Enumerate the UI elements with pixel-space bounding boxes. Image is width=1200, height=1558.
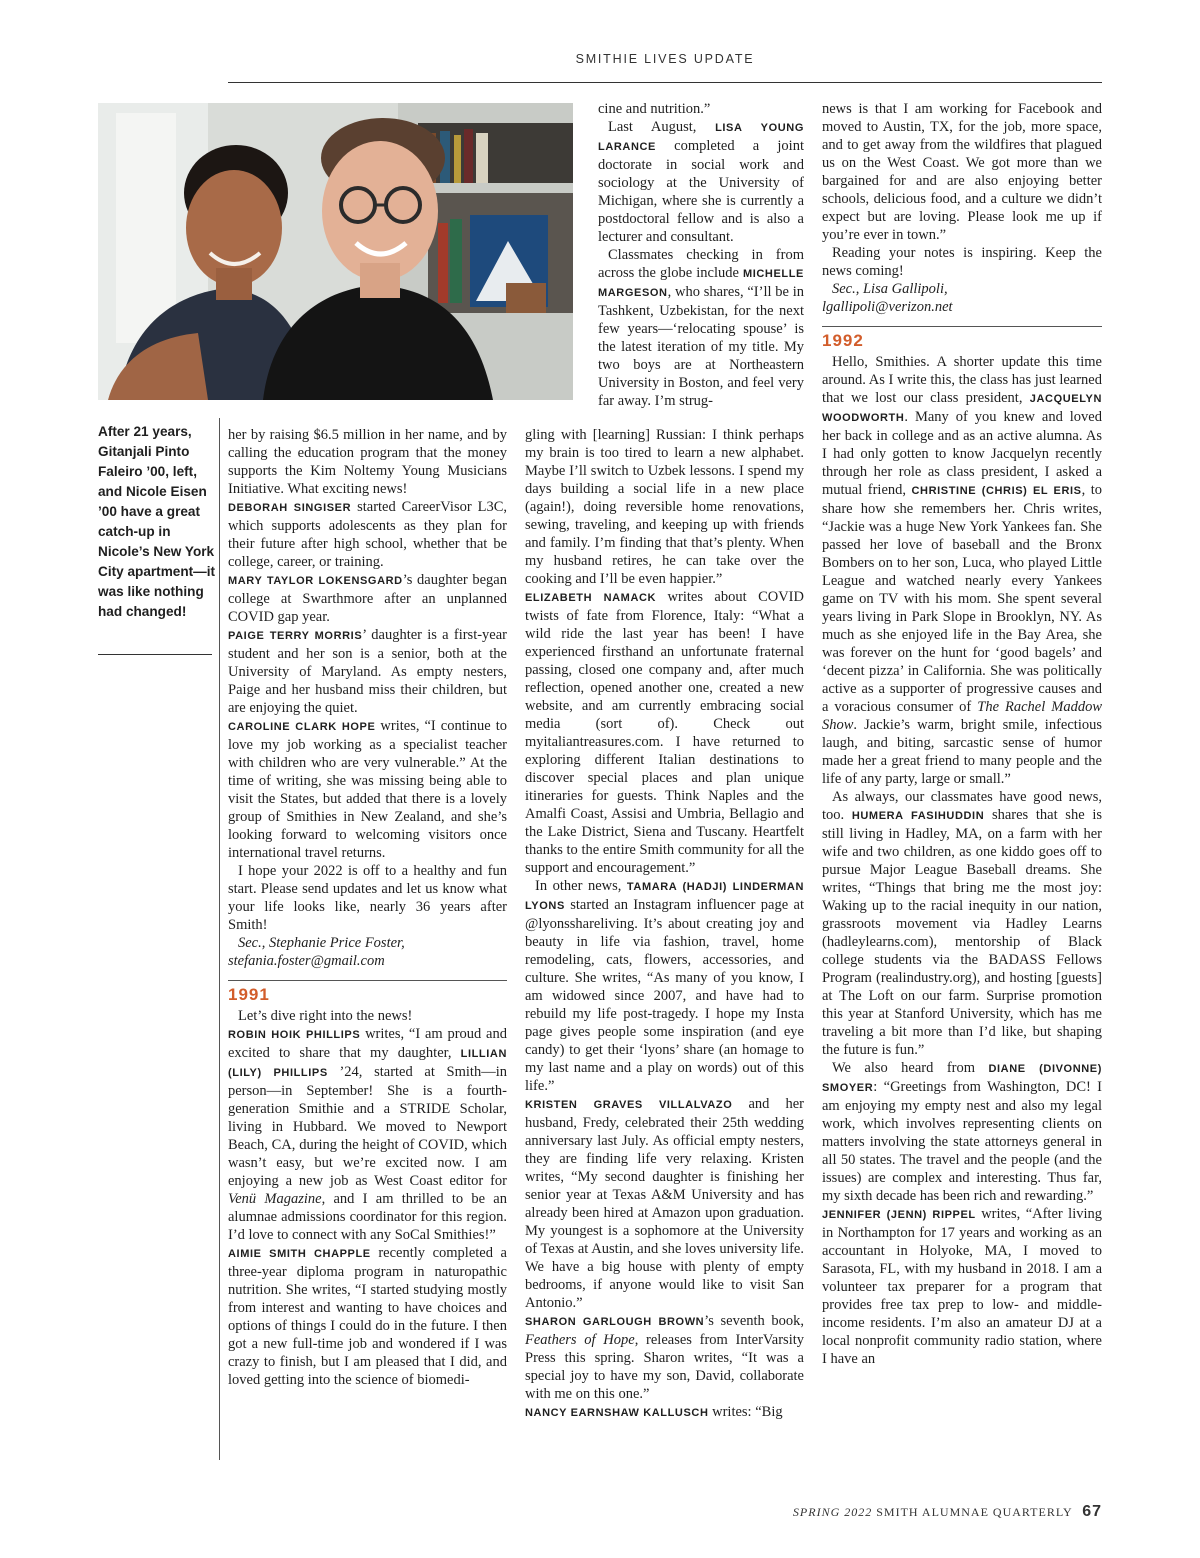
- paragraph: gling with [learning] Russian: I think perhaps my brain is too tired to learn a new alphabet. Maybe I’ll switch to Uzbek lessons. I spend my days building a social life in a new place (again!), doing reversible home renovations, sewing, traveling, and keeping up with friends and family. I’m finding that that’s plenty. When my husband retires, he can take over the cooking and I’ll be even happier.”: [525, 427, 804, 587]
- paragraph: cine and nutrition.”: [598, 101, 711, 117]
- paragraph: As always, our classmates have good news, too. HUMERA FASIHUDDIN shares that she is still living in Hadley, MA, on a farm with her wife and two children, as one kiddo goes off to pursue Major League Baseball dreams. She writes, “Things that bring me the most joy: Waking up to the racial inequity in our nation, grassroots movement via Hadley Learns (hadleylearns.com), mentorship of Black college students via the BADASS Fellows Program (realindustry.org), and hosting [guests] at The Loft on our farm. Surprise promotion this year at Stanford University, which has me traveling a bit more than I’d like, but shaping the future is fun.”: [822, 789, 1102, 1058]
- paragraph: In other news, TAMARA (HADJI) LINDERMAN LYONS started an Instagram influencer page at @lyonsshareliving. It’s about creating joy and beauty in life via fashion, travel, home remodeling, cats, flowers, accessories, and culture. She writes, “As many of you know, I am widowed since 2007, and have had to rebuild my life post-tragedy. I hope my Insta page gives people some inspiration (and eye candy) to get their ‘lyons’ share (an homage to my last name and a play on words) out of this life.”: [525, 878, 804, 1094]
- paragraph: ROBIN HOIK PHILLIPS writes, “I am proud and excited to share that my daughter, LILLIAN (LILY) PHILLIPS ’24, started at Smith—in person—in September! She is a fourth-generation Smithie and a STRIDE Scholar, living in Hubbard. We moved to Newport Beach, CA, during the height of COVID, which wasn’t easy, but we’re excited now. I am enjoying a new job as West Coast editor for Venü Magazine, and I am thrilled to be an alumnae admissions coordinator for this region. I’d love to connect with any SoCal Smithies!”: [228, 1026, 507, 1243]
- paragraph: SHARON GARLOUGH BROWN’s seventh book, Feathers of Hope, releases from InterVarsity Press this spring. Sharon writes, “It was a special joy to have my son, David, collaborate with me on this one.”: [525, 1313, 805, 1402]
- paragraph: her by raising $6.5 million in her name, and by calling the education program that the money supports the Kim Noltemy Young Musicians Initiative. What exciting news!: [228, 427, 507, 497]
- issue-label: SPRING 2022: [792, 1505, 873, 1519]
- classmate-name: JACQUELYN WOODWORTH: [822, 393, 1102, 424]
- page-number: 67: [1082, 1503, 1102, 1520]
- classmate-name: DEBORAH SINGISER: [228, 502, 352, 514]
- paragraph: DEBORAH SINGISER started CareerVisor L3C, which supports adolescents as they plan for their future after high school, whether that be college, career, or training.: [228, 499, 507, 570]
- paragraph: Hello, Smithies. A shorter update this time around. As I write this, the class has just learned that we lost our class president, JACQUELYN WOODWORTH. Many of you knew and loved her back in college and as an active alumna. As I had only gotten to know Jacquelyn recently through her role as class president, I asked a mutual friend, CHRISTINE (CHRIS) EL ERIS, to share how she remembers her. Chris writes, “Jackie was a huge New York Yankees fan. She passed her love of baseball and the Bronx Bombers on to her son, Luca, who played Little League and watched nearly every Yankees game on TV with his mom. She spent several years living in Park Slope in Brooklyn, NY. As much as she enjoyed life in the Bay Area, she was forever on the hunt for ‘good bagels’ and ‘decent pizza’ in California. She was politically active as a supporter of progressive causes and a voracious consumer of The Rachel Maddow Show. Jackie’s warm, bright smile, infectious laugh, and biting, sarcastic sense of humor made her a great friend to many people and the life of any party, large or small.”: [822, 354, 1102, 787]
- paragraph: AIMIE SMITH CHAPPLE recently completed a three-year diploma program in naturopathic nutrition. She writes, “I started studying mostly from interest and wanting to have choices and options of things I could do in the future. I then got a new full-time job and wondered if I was crazy to finish, but I am pleased that I did, and loved getting into the science of biomedi-: [228, 1245, 507, 1388]
- class-secretary: Sec., Stephanie Price Foster,: [238, 935, 405, 951]
- running-header: SMITHIE LIVES UPDATE: [575, 52, 755, 66]
- paragraph: PAIGE TERRY MORRIS’ daughter is a first-year student and her son is a senior, both at the University of Maryland. As empty nesters, Paige and her husband miss their children, but are enjoying the quiet.: [228, 627, 508, 716]
- column-rule: [219, 418, 220, 1460]
- column-a: [228, 426, 507, 1389]
- classmate-name: KRISTEN GRAVES VILLALVAZO: [525, 1099, 733, 1111]
- classmate-name: SHARON GARLOUGH BROWN: [525, 1316, 705, 1328]
- secretary-email[interactable]: lgallipoli@verizon.net: [822, 299, 953, 315]
- caption-rule: [98, 654, 212, 655]
- classmate-name: MARY TAYLOR LOKENSGARD: [228, 575, 403, 587]
- secretary-email[interactable]: stefania.foster@gmail.com: [228, 953, 385, 969]
- paragraph: Let’s dive right into the news!: [238, 1008, 413, 1024]
- paragraph: news is that I am working for Facebook and moved to Austin, TX, for the job, more space, and to get away from the wildfires that plagued us on the West Coast. We got more than we bargained for and are also enjoying better schools, delicious food, and a culture we didn’t expect but are loving. Please look me up if you’re ever in town.”: [822, 101, 1102, 243]
- class-year-heading: 1992: [822, 326, 1102, 351]
- paragraph: ELIZABETH NAMACK writes about COVID twists of fate from Florence, Italy: “What a wild ride the last year has been! I have experienced firsthand an unfortunate fraternal passing, closed one company and, after much reflection, opened another one, created a new website, and am currently embracing social media (sort of). Check out myitaliantreasures.com. I have returned to exploring different Italian destinations to discover special places and plan unique itineraries for guests. Think Naples and the Amalfi Coast, Assisi and Umbria, Bellagio and the Lake District, Siena and Tuscany. Heartfelt thanks to the entire Smith community for all the support and encouragement.”: [525, 589, 804, 876]
- classmate-name: ROBIN HOIK PHILLIPS: [228, 1029, 361, 1041]
- page-footer: [793, 1503, 1102, 1521]
- column-c: [822, 100, 1102, 1368]
- paragraph: NANCY EARNSHAW KALLUSCH writes: “Big: [525, 1404, 783, 1420]
- paragraph: MARY TAYLOR LOKENSGARD’s daughter began college at Swarthmore after an unplanned COVID gap year.: [228, 572, 507, 625]
- magazine-title: SMITH ALUMNAE QUARTERLY: [876, 1505, 1073, 1519]
- paragraph: Classmates checking in from across the globe include MICHELLE MARGESON, who shares, “I’ll be in Tashkent, Uzbekistan, for the next few years—‘relocating spouse’ is the latest iteration of my title. My two boys are at Northeastern University in Boston, and feel very far away. I’m strug-: [598, 247, 804, 409]
- paragraph: CAROLINE CLARK HOPE writes, “I continue to love my job working as a specialist teacher with children who are very vulnerable.” At the time of writing, she was missing being able to visit the States, but added that there is a lovely group of Smithies in New Zealand, and she’s looking forward to welcoming visitors once international travel returns.: [228, 718, 507, 861]
- classmate-name: ELIZABETH NAMACK: [525, 592, 657, 604]
- classmate-name: CHRISTINE (CHRIS) EL ERIS: [911, 485, 1082, 497]
- photo-two-alumnae: [98, 103, 573, 400]
- paragraph: JENNIFER (JENN) RIPPEL writes, “After living in Northampton for 17 years and working as an accountant in Holyoke, MA, I moved to Sarasota, FL, with my husband in 2018. I am a volunteer tax preparer for a program that provides free tax prep to low- and middle-income residents. I’m also an amateur DJ at a local nonprofit community radio station, where I have an: [822, 1206, 1102, 1367]
- classmate-name: HUMERA FASIHUDDIN: [851, 810, 985, 822]
- column-b-top: [598, 100, 804, 410]
- classmate-name: DIANE (DIVONNE) SMOYER: [822, 1063, 1102, 1094]
- classmate-name: PAIGE TERRY MORRIS: [228, 630, 363, 642]
- classmate-name: TAMARA (HADJI) LINDERMAN LYONS: [525, 881, 804, 912]
- classmate-name: JENNIFER (JENN) RIPPEL: [822, 1209, 976, 1221]
- classmate-name: AIMIE SMITH CHAPPLE: [228, 1248, 371, 1260]
- classmate-name: MICHELLE MARGESON: [598, 268, 804, 299]
- paragraph: Last August, LISA YOUNG LARANCE completed a joint doctorate in social work and sociology at the University of Michigan, where she is currently a postdoctoral fellow and is also a lecturer and consultant.: [598, 119, 804, 245]
- class-secretary: Sec., Lisa Gallipoli,: [832, 281, 948, 297]
- paragraph: I hope your 2022 is off to a healthy and fun start. Please send updates and let us know what your life looks like, nearly 36 years after Smith!: [228, 863, 507, 933]
- column-b: [525, 426, 804, 1422]
- header-rule: [228, 82, 1102, 83]
- paragraph: KRISTEN GRAVES VILLALVAZO and her husband, Fredy, celebrated their 25th wedding anniversary last July. As official empty nesters, they are finding life very relaxing. Kristen writes, “My second daughter is finishing her senior year at Texas A&M University and has already been hired at Amazon upon graduation. My youngest is a sophomore at the University of Texas at Austin, and she loves university life. We have a big house with plenty of empty bedrooms, if anyone would like to visit San Antonio.”: [525, 1096, 804, 1311]
- class-year-heading: 1991: [228, 980, 507, 1005]
- classmate-name: LILLIAN (LILY) PHILLIPS: [228, 1048, 507, 1079]
- paragraph: We also heard from DIANE (DIVONNE) SMOYER: “Greetings from Washington, DC! I am enjoying my empty nest and also my legal work, which involves representing clients on matters involving the state attorneys general in all 50 states. The travel and the people (and the issues) are complex and interesting. Thus far, my sixth decade has been rich and rewarding.”: [822, 1060, 1102, 1204]
- classmate-name: CAROLINE CLARK HOPE: [228, 721, 376, 733]
- paragraph: Reading your notes is inspiring. Keep the news coming!: [822, 245, 1102, 279]
- classmate-name: LISA YOUNG LARANCE: [598, 122, 804, 153]
- photo-caption: After 21 years, Gitanjali Pinto Faleiro ’00, left, and Nicole Eisen ’00 have a great catch-up in Nicole’s New York City apartment—it was like nothing had changed!: [98, 424, 216, 619]
- classmate-name: NANCY EARNSHAW KALLUSCH: [525, 1407, 709, 1419]
